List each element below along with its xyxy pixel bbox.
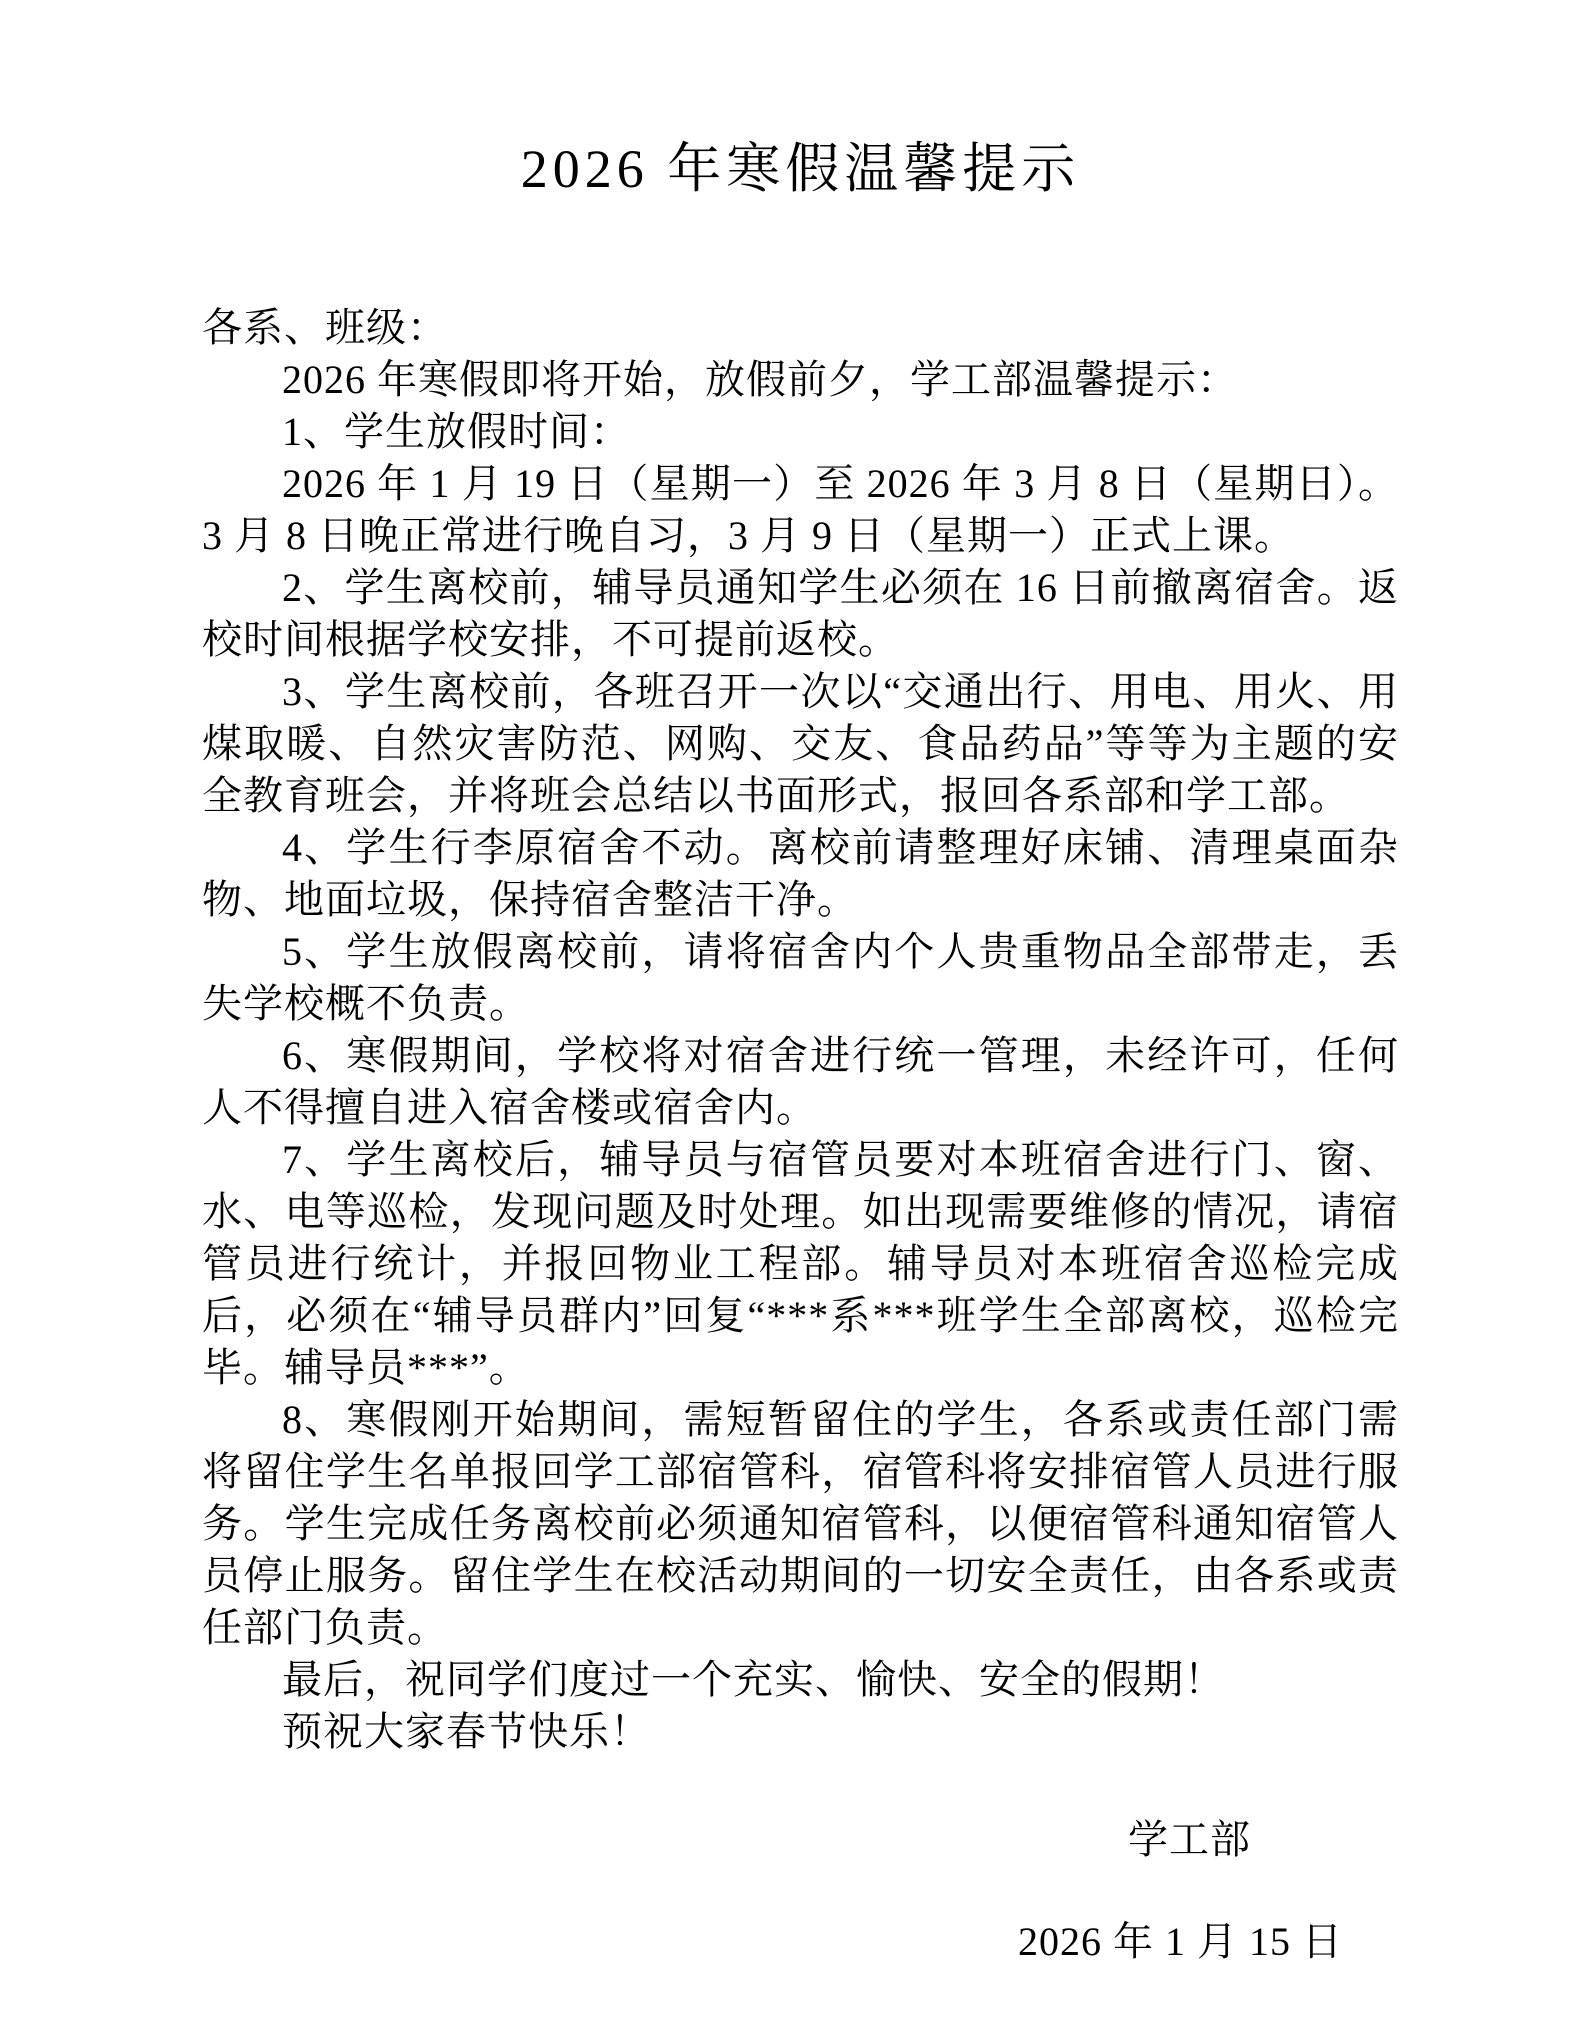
paragraph: 7、学生离校后，辅导员与宿管员要对本班宿舍进行门、窗、水、电等巡检，发现问题及时处理。如出现需要维修的情况，请宿管员进行统计，并报回物业工程部。辅导员对本班宿舍巡检完成后，必须在“辅导员群内”回复“***系***班学生全部离校，巡检完毕。辅导员***”。 — [202, 1137, 1399, 1390]
paragraph: 2026 年寒假即将开始，放假前夕，学工部温馨提示： — [282, 357, 1238, 402]
paragraph: 3、学生离校前，各班召开一次以“交通出行、用电、用火、用煤取暖、自然灾害防范、网购、交友、食品药品”等等为主题的安全教育班会，并将班会总结以书面形式，报回各系部和学工部。 — [202, 669, 1399, 818]
paragraph: 最后，祝同学们度过一个充实、愉快、安全的假期！ — [282, 1657, 1225, 1702]
document-title: 2026 年寒假温馨提示 — [520, 139, 1081, 199]
paragraph-list — [202, 354, 1399, 1758]
paragraph: 8、寒假刚开始期间，需短暂留住的学生，各系或责任部门需将留住学生名单报回学工部宿管科，宿管科将安排宿管人员进行服务。学生完成任务离校前必须通知宿管科，以便宿管科通知宿管人员停止服务。留住学生在校活动期间的一切安全责任，由各系或责任部门负责。 — [202, 1397, 1399, 1650]
document-date: 2026 年 1 月 15 日 — [1018, 1919, 1343, 1964]
paragraph: 5、学生放假离校前，请将宿舍内个人贵重物品全部带走，丢失学校概不负责。 — [202, 929, 1399, 1026]
paragraph: 4、学生行李原宿舍不动。离校前请整理好床铺、清理桌面杂物、地面垃圾，保持宿舍整洁干净。 — [202, 825, 1399, 922]
paragraph: 1、学生放假时间： — [282, 409, 631, 454]
paragraph: 2026 年 1 月 19 日（星期一）至 2026 年 3 月 8 日（星期日）。3 月 8 日晚正常进行晚自习，3 月 9 日（星期一）正式上课。 — [202, 461, 1399, 558]
paragraph: 预祝大家春节快乐！ — [282, 1709, 651, 1754]
document-body — [202, 302, 1399, 1968]
signature: 学工部 — [1128, 1817, 1251, 1862]
paragraph: 2、学生离校前，辅导员通知学生必须在 16 日前撤离宿舍。返校时间根据学校安排，不可提前返校。 — [202, 565, 1399, 662]
paragraph: 6、寒假期间，学校将对宿舍进行统一管理，未经许可，任何人不得擅自进入宿舍楼或宿舍内。 — [202, 1033, 1399, 1130]
salutation: 各系、班级： — [202, 305, 448, 350]
